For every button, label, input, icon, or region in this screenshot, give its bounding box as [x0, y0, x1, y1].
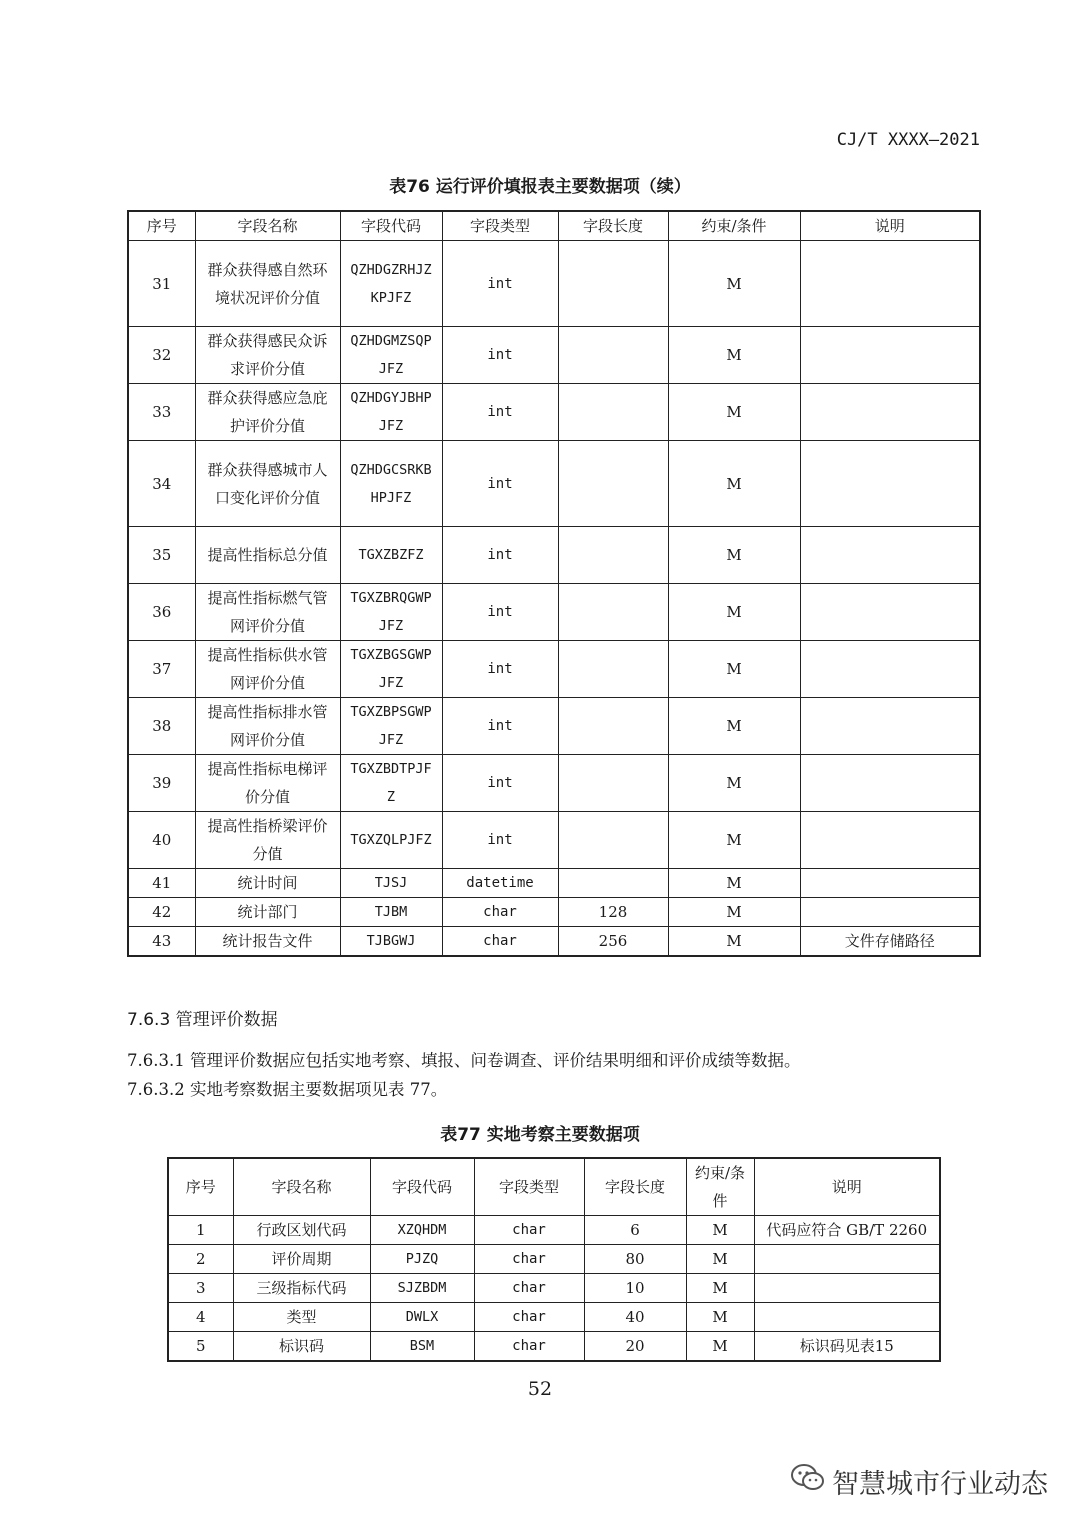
field-type-cell: int: [442, 755, 558, 812]
column-header: 约束/条件: [668, 211, 800, 241]
field-type-cell: char: [474, 1216, 584, 1245]
field-code-cell: DWLX: [370, 1303, 474, 1332]
constraint-cell: M: [668, 384, 800, 441]
row-index-cell: 31: [128, 241, 195, 327]
column-header: 约束/条件: [686, 1158, 754, 1216]
column-header: 字段名称: [233, 1158, 370, 1216]
table-row: [128, 527, 980, 584]
field-name-cell: 群众获得感自然环境状况评价分值: [195, 241, 340, 327]
field-code-cell: QZHDGZRHJZKPJFZ: [340, 241, 442, 327]
field-length-cell: [558, 527, 668, 584]
field-code-cell: TGXZBPSGWPJFZ: [340, 698, 442, 755]
constraint-cell: M: [668, 527, 800, 584]
field-name-cell: 提高性指标供水管网评价分值: [195, 641, 340, 698]
field-length-cell: [558, 584, 668, 641]
row-index-cell: 33: [128, 384, 195, 441]
remark-cell: 标识码见表15: [754, 1332, 940, 1362]
remark-cell: [754, 1274, 940, 1303]
row-index-cell: 34: [128, 441, 195, 527]
remark-cell: [800, 527, 980, 584]
field-name-cell: 统计部门: [195, 898, 340, 927]
row-index-cell: 43: [128, 927, 195, 957]
constraint-cell: M: [686, 1216, 754, 1245]
paragraph-7-6-3-1: 7.6.3.1 管理评价数据应包括实地考察、填报、问卷调查、评价结果明细和评价成绩等数据。: [127, 1051, 801, 1070]
field-type-cell: char: [474, 1303, 584, 1332]
field-code-cell: TGXZBGSGWPJFZ: [340, 641, 442, 698]
table-row: [128, 441, 980, 527]
row-index-cell: 2: [168, 1245, 233, 1274]
field-code-cell: TJBGWJ: [340, 927, 442, 957]
remark-cell: [800, 869, 980, 898]
constraint-cell: M: [668, 327, 800, 384]
table-row: [128, 384, 980, 441]
table76: [127, 210, 981, 957]
field-length-cell: 40: [584, 1303, 686, 1332]
row-index-cell: 41: [128, 869, 195, 898]
constraint-cell: M: [686, 1274, 754, 1303]
constraint-cell: M: [668, 898, 800, 927]
field-code-cell: QZHDGMZSQPJFZ: [340, 327, 442, 384]
row-index-cell: 5: [168, 1332, 233, 1362]
field-name-cell: 提高性指标电梯评价分值: [195, 755, 340, 812]
field-type-cell: int: [442, 327, 558, 384]
constraint-cell: M: [668, 869, 800, 898]
field-name-cell: 群众获得感城市人口变化评价分值: [195, 441, 340, 527]
table77-caption: 表77 实地考察主要数据项: [440, 1125, 640, 1145]
column-header: 字段长度: [558, 211, 668, 241]
table-row: [128, 641, 980, 698]
table-row: [128, 327, 980, 384]
field-type-cell: char: [474, 1245, 584, 1274]
field-length-cell: 20: [584, 1332, 686, 1362]
field-length-cell: 6: [584, 1216, 686, 1245]
field-code-cell: TJSJ: [340, 869, 442, 898]
table-row: [128, 869, 980, 898]
field-name-cell: 提高性指标燃气管网评价分值: [195, 584, 340, 641]
field-name-cell: 类型: [233, 1303, 370, 1332]
table-row: [128, 927, 980, 957]
row-index-cell: 35: [128, 527, 195, 584]
column-header: 序号: [168, 1158, 233, 1216]
remark-cell: [800, 384, 980, 441]
constraint-cell: M: [668, 441, 800, 527]
column-header: 说明: [800, 211, 980, 241]
page-number: 52: [527, 1378, 553, 1400]
table77: [167, 1157, 941, 1362]
paragraph-7-6-3-2: 7.6.3.2 实地考察数据主要数据项见表 77。: [127, 1080, 448, 1099]
standard-code: CJ/T XXXX—2021: [836, 130, 980, 150]
field-code-cell: TGXZQLPJFZ: [340, 812, 442, 869]
field-length-cell: [558, 698, 668, 755]
field-name-cell: 提高性指标排水管网评价分值: [195, 698, 340, 755]
field-type-cell: int: [442, 641, 558, 698]
field-code-cell: TGXZBDTPJFZ: [340, 755, 442, 812]
column-header: 字段代码: [340, 211, 442, 241]
constraint-cell: M: [686, 1303, 754, 1332]
field-code-cell: TJBM: [340, 898, 442, 927]
field-length-cell: [558, 869, 668, 898]
column-header: 字段代码: [370, 1158, 474, 1216]
remark-cell: [800, 327, 980, 384]
row-index-cell: 40: [128, 812, 195, 869]
table-row: [168, 1245, 940, 1274]
field-code-cell: TGXZBRQGWPJFZ: [340, 584, 442, 641]
column-header: 字段类型: [442, 211, 558, 241]
remark-cell: [800, 641, 980, 698]
field-type-cell: int: [442, 241, 558, 327]
constraint-cell: M: [668, 641, 800, 698]
watermark-text: 智慧城市行业动态: [832, 1469, 1048, 1500]
field-name-cell: 提高性指桥梁评价分值: [195, 812, 340, 869]
constraint-cell: M: [686, 1332, 754, 1362]
field-code-cell: SJZBDM: [370, 1274, 474, 1303]
field-name-cell: 三级指标代码: [233, 1274, 370, 1303]
field-length-cell: [558, 384, 668, 441]
remark-cell: 代码应符合 GB/T 2260: [754, 1216, 940, 1245]
table-row: [128, 584, 980, 641]
field-type-cell: int: [442, 441, 558, 527]
remark-cell: [800, 812, 980, 869]
remark-cell: [800, 698, 980, 755]
field-length-cell: [558, 812, 668, 869]
field-name-cell: 群众获得感民众诉求评价分值: [195, 327, 340, 384]
field-length-cell: [558, 441, 668, 527]
remark-cell: [800, 755, 980, 812]
section-heading: 7.6.3 管理评价数据: [127, 1010, 278, 1030]
field-name-cell: 提高性指标总分值: [195, 527, 340, 584]
watermark: [790, 1462, 1048, 1501]
field-type-cell: int: [442, 698, 558, 755]
field-code-cell: QZHDGCSRKBHPJFZ: [340, 441, 442, 527]
constraint-cell: M: [668, 698, 800, 755]
table-row: [128, 698, 980, 755]
field-name-cell: 评价周期: [233, 1245, 370, 1274]
field-code-cell: QZHDGYJBHPJFZ: [340, 384, 442, 441]
row-index-cell: 37: [128, 641, 195, 698]
field-type-cell: char: [442, 898, 558, 927]
row-index-cell: 1: [168, 1216, 233, 1245]
table-row: [128, 898, 980, 927]
table76-header-row: [128, 211, 980, 241]
constraint-cell: M: [668, 927, 800, 957]
field-length-cell: [558, 327, 668, 384]
field-code-cell: PJZQ: [370, 1245, 474, 1274]
field-name-cell: 统计报告文件: [195, 927, 340, 957]
remark-cell: [754, 1245, 940, 1274]
field-length-cell: [558, 241, 668, 327]
row-index-cell: 4: [168, 1303, 233, 1332]
constraint-cell: M: [668, 755, 800, 812]
column-header: 字段名称: [195, 211, 340, 241]
row-index-cell: 42: [128, 898, 195, 927]
field-length-cell: [558, 641, 668, 698]
constraint-cell: M: [686, 1245, 754, 1274]
table-row: [168, 1274, 940, 1303]
row-index-cell: 36: [128, 584, 195, 641]
constraint-cell: M: [668, 584, 800, 641]
table-row: [128, 812, 980, 869]
table-row: [128, 241, 980, 327]
table-row: [168, 1216, 940, 1245]
field-type-cell: datetime: [442, 869, 558, 898]
field-code-cell: BSM: [370, 1332, 474, 1362]
field-type-cell: char: [474, 1332, 584, 1362]
column-header: 序号: [128, 211, 195, 241]
row-index-cell: 32: [128, 327, 195, 384]
remark-cell: [754, 1303, 940, 1332]
row-index-cell: 39: [128, 755, 195, 812]
field-code-cell: TGXZBZFZ: [340, 527, 442, 584]
field-type-cell: int: [442, 527, 558, 584]
remark-cell: 文件存储路径: [800, 927, 980, 957]
constraint-cell: M: [668, 241, 800, 327]
wechat-icon: [790, 1463, 826, 1500]
field-name-cell: 统计时间: [195, 869, 340, 898]
field-type-cell: int: [442, 584, 558, 641]
field-length-cell: [558, 755, 668, 812]
field-type-cell: char: [442, 927, 558, 957]
constraint-cell: M: [668, 812, 800, 869]
field-type-cell: int: [442, 812, 558, 869]
column-header: 字段长度: [584, 1158, 686, 1216]
row-index-cell: 38: [128, 698, 195, 755]
table77-header-row: [168, 1158, 940, 1216]
field-name-cell: 行政区划代码: [233, 1216, 370, 1245]
row-index-cell: 3: [168, 1274, 233, 1303]
field-name-cell: 群众获得感应急庇护评价分值: [195, 384, 340, 441]
remark-cell: [800, 441, 980, 527]
field-length-cell: 80: [584, 1245, 686, 1274]
remark-cell: [800, 241, 980, 327]
field-name-cell: 标识码: [233, 1332, 370, 1362]
table-row: [168, 1303, 940, 1332]
column-header: 说明: [754, 1158, 940, 1216]
field-type-cell: int: [442, 384, 558, 441]
remark-cell: [800, 584, 980, 641]
table-row: [128, 755, 980, 812]
field-length-cell: 256: [558, 927, 668, 957]
remark-cell: [800, 898, 980, 927]
field-code-cell: XZQHDM: [370, 1216, 474, 1245]
field-type-cell: char: [474, 1274, 584, 1303]
table76-caption: 表76 运行评价填报表主要数据项（续）: [389, 177, 691, 197]
field-length-cell: 10: [584, 1274, 686, 1303]
table-row: [168, 1332, 940, 1362]
column-header: 字段类型: [474, 1158, 584, 1216]
field-length-cell: 128: [558, 898, 668, 927]
